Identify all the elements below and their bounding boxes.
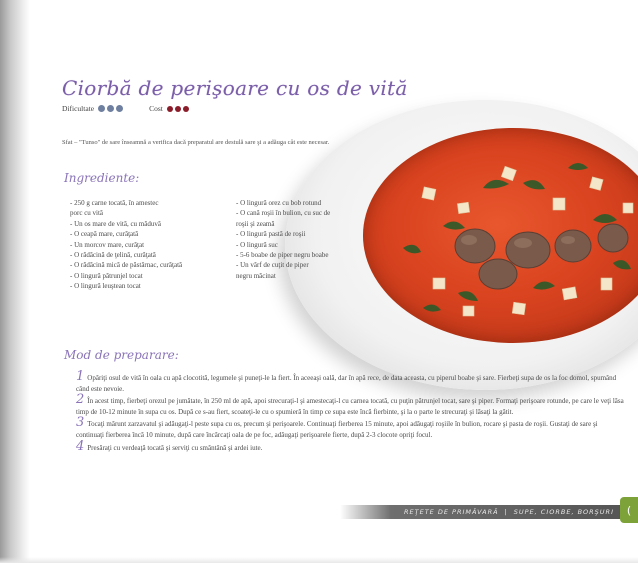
step-number: 2	[76, 392, 85, 408]
step-text: Presăraţi cu verdeaţă tocată şi serviţi cu smântână şi ardei iute.	[87, 443, 263, 452]
recipe-tip: Sfat – "Tunso" de sare înseamnă a verifica dacă preparatul are destulă sare şi a adăuga cât este necesar.	[62, 139, 330, 146]
ingredient-item: - O lingură suc	[236, 240, 278, 249]
ingredient-item: - Un vârf de cuţit de piper	[236, 261, 309, 270]
ingredient-item: negru măcinat	[236, 271, 276, 280]
ingredient-item: - O lingură leuştean tocat	[70, 282, 141, 291]
cost-label: Cost	[149, 104, 163, 113]
recipe-meta	[62, 104, 211, 113]
step-number: 3	[76, 415, 85, 431]
preparation-heading: Mod de preparare:	[64, 348, 179, 362]
preparation-step	[76, 392, 624, 417]
step-text: În acest timp, fierbeţi orezul pe jumătate, în 250 ml de apă, apoi strecuraţi-l şi amestecaţi-l cu carnea tocată, cu puţin pătrunjel tocat, sare şi piper. Formaţi perişoare rotunde, pe care le veţi lăsa timp de 10-12 minute în supa cu os. După ce s-au fiert, scoateţi-le cu o spumieră în timp ce supa este încă fierbinte, şi la o parte le strecuraţi şi lăsaţi la gătit.	[76, 397, 624, 416]
ingredient-item: - O rădăcină de ţelină, curăţată	[70, 251, 156, 260]
preparation-step	[76, 438, 624, 454]
ingredient-item: - O lingură pastă de roşii	[236, 230, 306, 239]
preparation-steps	[76, 369, 624, 454]
step-number: 1	[76, 369, 85, 384]
footer-chapter: SUPE, CIORBE, BORŞURI	[513, 508, 614, 516]
cost-rating-icon	[167, 106, 189, 112]
ingredient-item: - 250 g carne tocată, în amestec	[70, 199, 159, 207]
footer-bar: REŢETE DE PRIMĂVARĂ | SUPE, CIORBE, BORŞURI	[340, 505, 622, 519]
ingredients-heading: Ingrediente:	[64, 171, 140, 185]
page-gutter-shadow	[0, 0, 30, 563]
ingredient-item: - O ceapă mare, curăţată	[70, 230, 139, 239]
ingredients-list-right	[236, 198, 386, 281]
ingredient-item: - O cană roşii în bulion, cu suc de	[236, 209, 331, 218]
footer-book-section: REŢETE DE PRIMĂVARĂ	[404, 508, 499, 516]
step-number: 4	[76, 438, 85, 454]
soup-contents-illustration	[363, 128, 638, 343]
preparation-step	[76, 369, 624, 394]
page-number-tab: (	[620, 497, 638, 523]
step-text: Tocaţi mărunt zarzavatul şi adăugaţi-l peste supa cu os, precum şi perişoarele. Continuaţi fierberea 15 minute, apoi adăugaţi roşiile în bulion, rocare şi pasta de roşii. Gustaţi de sare şi continuaţi fierberea încă 10 minute, după care încărcaţi oala de pe foc, adăugaţi perişoarele fierte, după 2-3 clocote opriţi focul.	[76, 420, 598, 439]
difficulty-rating-icon	[98, 105, 123, 112]
ingredients-list-left	[70, 198, 230, 292]
page-bottom-shadow	[0, 557, 638, 563]
ingredient-item: - O lingură pătrunjel tocat	[70, 271, 143, 280]
recipe-title: Ciorbă de perişoare cu os de vită	[62, 76, 408, 100]
ingredient-item: - O lingură orez cu bob rotund	[236, 199, 322, 207]
ingredient-item: - Un morcov mare, curăţat	[70, 240, 145, 249]
ingredient-item: - O rădăcină mică de păstârnac, curăţată	[70, 261, 183, 270]
ingredient-item: porc cu vită	[70, 209, 104, 218]
step-text: Opăriţi osul de vită în oala cu apă clocotită, legumele şi puneţi-le la fiert. În aceeaşi oală, dar în apă rece, de data aceasta, cu piperul boabe şi sare. Fierbeţi supa de os la foc domol, spumând când este nevoie.	[76, 374, 617, 393]
ingredient-item: - 5-6 boabe de piper negru boabe	[236, 251, 329, 260]
ingredient-item: roşii şi zeamă	[236, 219, 275, 228]
ingredient-item: - Un os mare de vită, cu măduvă	[70, 219, 161, 228]
difficulty-label: Dificultate	[62, 104, 95, 113]
preparation-step	[76, 415, 624, 440]
soup-bowl	[363, 128, 638, 343]
